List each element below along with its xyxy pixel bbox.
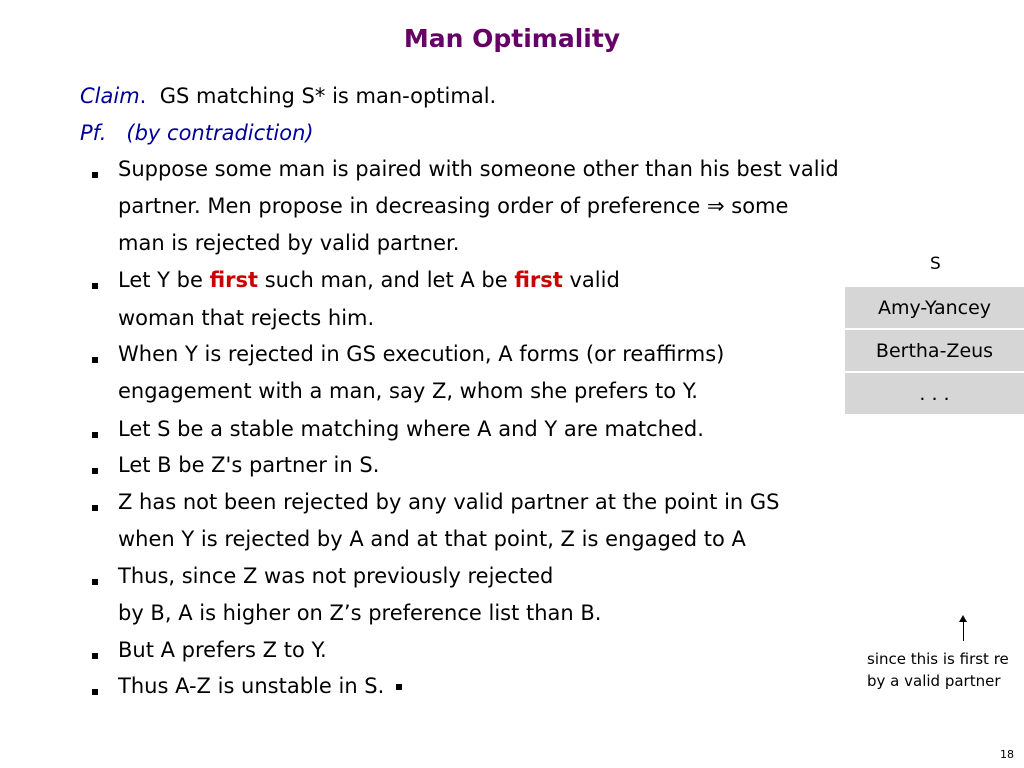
table-row bbox=[845, 329, 1024, 372]
claim-line bbox=[80, 84, 496, 108]
bullet-9-text: Thus A-Z is unstable in S. bbox=[118, 674, 385, 698]
page-number: 18 bbox=[1000, 748, 1014, 761]
bullet-6-line-2: when Y is rejected by A and at that point, Z is engaged to A bbox=[118, 527, 746, 551]
matching-pair: Bertha-Zeus bbox=[845, 329, 1024, 372]
bullet-7-line-1: Thus, since Z was not previously rejected bbox=[118, 564, 554, 588]
bullet-2-text-a: Let Y be bbox=[118, 268, 210, 292]
bullet-3-line-2: engagement with a man, say Z, whom she prefers to Y. bbox=[118, 379, 698, 403]
bullet-1-line-1: Suppose some man is paired with someone other than his best valid bbox=[118, 157, 839, 181]
matching-table bbox=[845, 287, 1024, 416]
proof-method: (by contradiction) bbox=[126, 121, 314, 145]
claim-text: GS matching S* is man-optimal. bbox=[159, 84, 497, 108]
bullet-7-line-2: by B, A is higher on Z’s preference list than B. bbox=[118, 601, 602, 625]
slide-title: Man Optimality bbox=[403, 24, 621, 53]
matching-ellipsis: . . . bbox=[845, 372, 1024, 415]
bullet-2-text-c: valid bbox=[562, 268, 620, 292]
bullet-5-line-1: Let B be Z's partner in S. bbox=[118, 453, 380, 477]
note-line-1: since this is first re bbox=[867, 650, 1009, 668]
bullet-1-line-3: man is rejected by valid partner. bbox=[118, 231, 460, 255]
bullet-6-line-1: Z has not been rejected by any valid partner at the point in GS bbox=[118, 490, 780, 514]
bullet-marker bbox=[92, 468, 98, 474]
bullet-marker bbox=[92, 357, 98, 363]
bullet-marker bbox=[92, 283, 98, 289]
claim-label: Claim bbox=[80, 84, 140, 108]
table-row bbox=[845, 372, 1024, 415]
bullet-1-line-2 bbox=[118, 194, 788, 218]
proof-label: Pf. bbox=[80, 121, 107, 145]
note-line-2: by a valid partner bbox=[867, 672, 1001, 690]
emphasis-first: first bbox=[514, 268, 563, 292]
emphasis-first: first bbox=[209, 268, 259, 292]
bullet-9-line-1 bbox=[118, 674, 402, 698]
bullet-marker bbox=[92, 579, 98, 585]
bullet-marker bbox=[92, 689, 98, 695]
bullet-2-line-2: woman that rejects him. bbox=[118, 306, 375, 330]
bullet-3-line-1: When Y is rejected in GS execution, A forms (or reaffirms) bbox=[118, 342, 725, 366]
bullet-marker bbox=[92, 172, 98, 178]
qed-square-icon bbox=[396, 684, 402, 690]
implies-arrow: ⇒ bbox=[706, 194, 725, 218]
table-row bbox=[845, 287, 1024, 329]
claim-dot: . bbox=[139, 84, 147, 108]
proof-line bbox=[80, 121, 314, 145]
bullet-marker bbox=[92, 505, 98, 511]
bullet-4-line-1: Let S be a stable matching where A and Y are matched. bbox=[118, 417, 704, 441]
bullet-1-text-a: partner. Men propose in decreasing order of preference bbox=[118, 194, 707, 218]
up-arrow-shaft bbox=[963, 621, 964, 641]
bullet-marker bbox=[92, 432, 98, 438]
bullet-1-text-b: some bbox=[724, 194, 789, 218]
bullet-2-line-1 bbox=[118, 268, 620, 292]
bullet-marker bbox=[92, 653, 98, 659]
bullet-2-text-b: such man, and let A be bbox=[258, 268, 515, 292]
bullet-8-line-1: But A prefers Z to Y. bbox=[118, 638, 327, 662]
matching-label: S bbox=[930, 254, 941, 274]
matching-pair: Amy-Yancey bbox=[845, 287, 1024, 329]
